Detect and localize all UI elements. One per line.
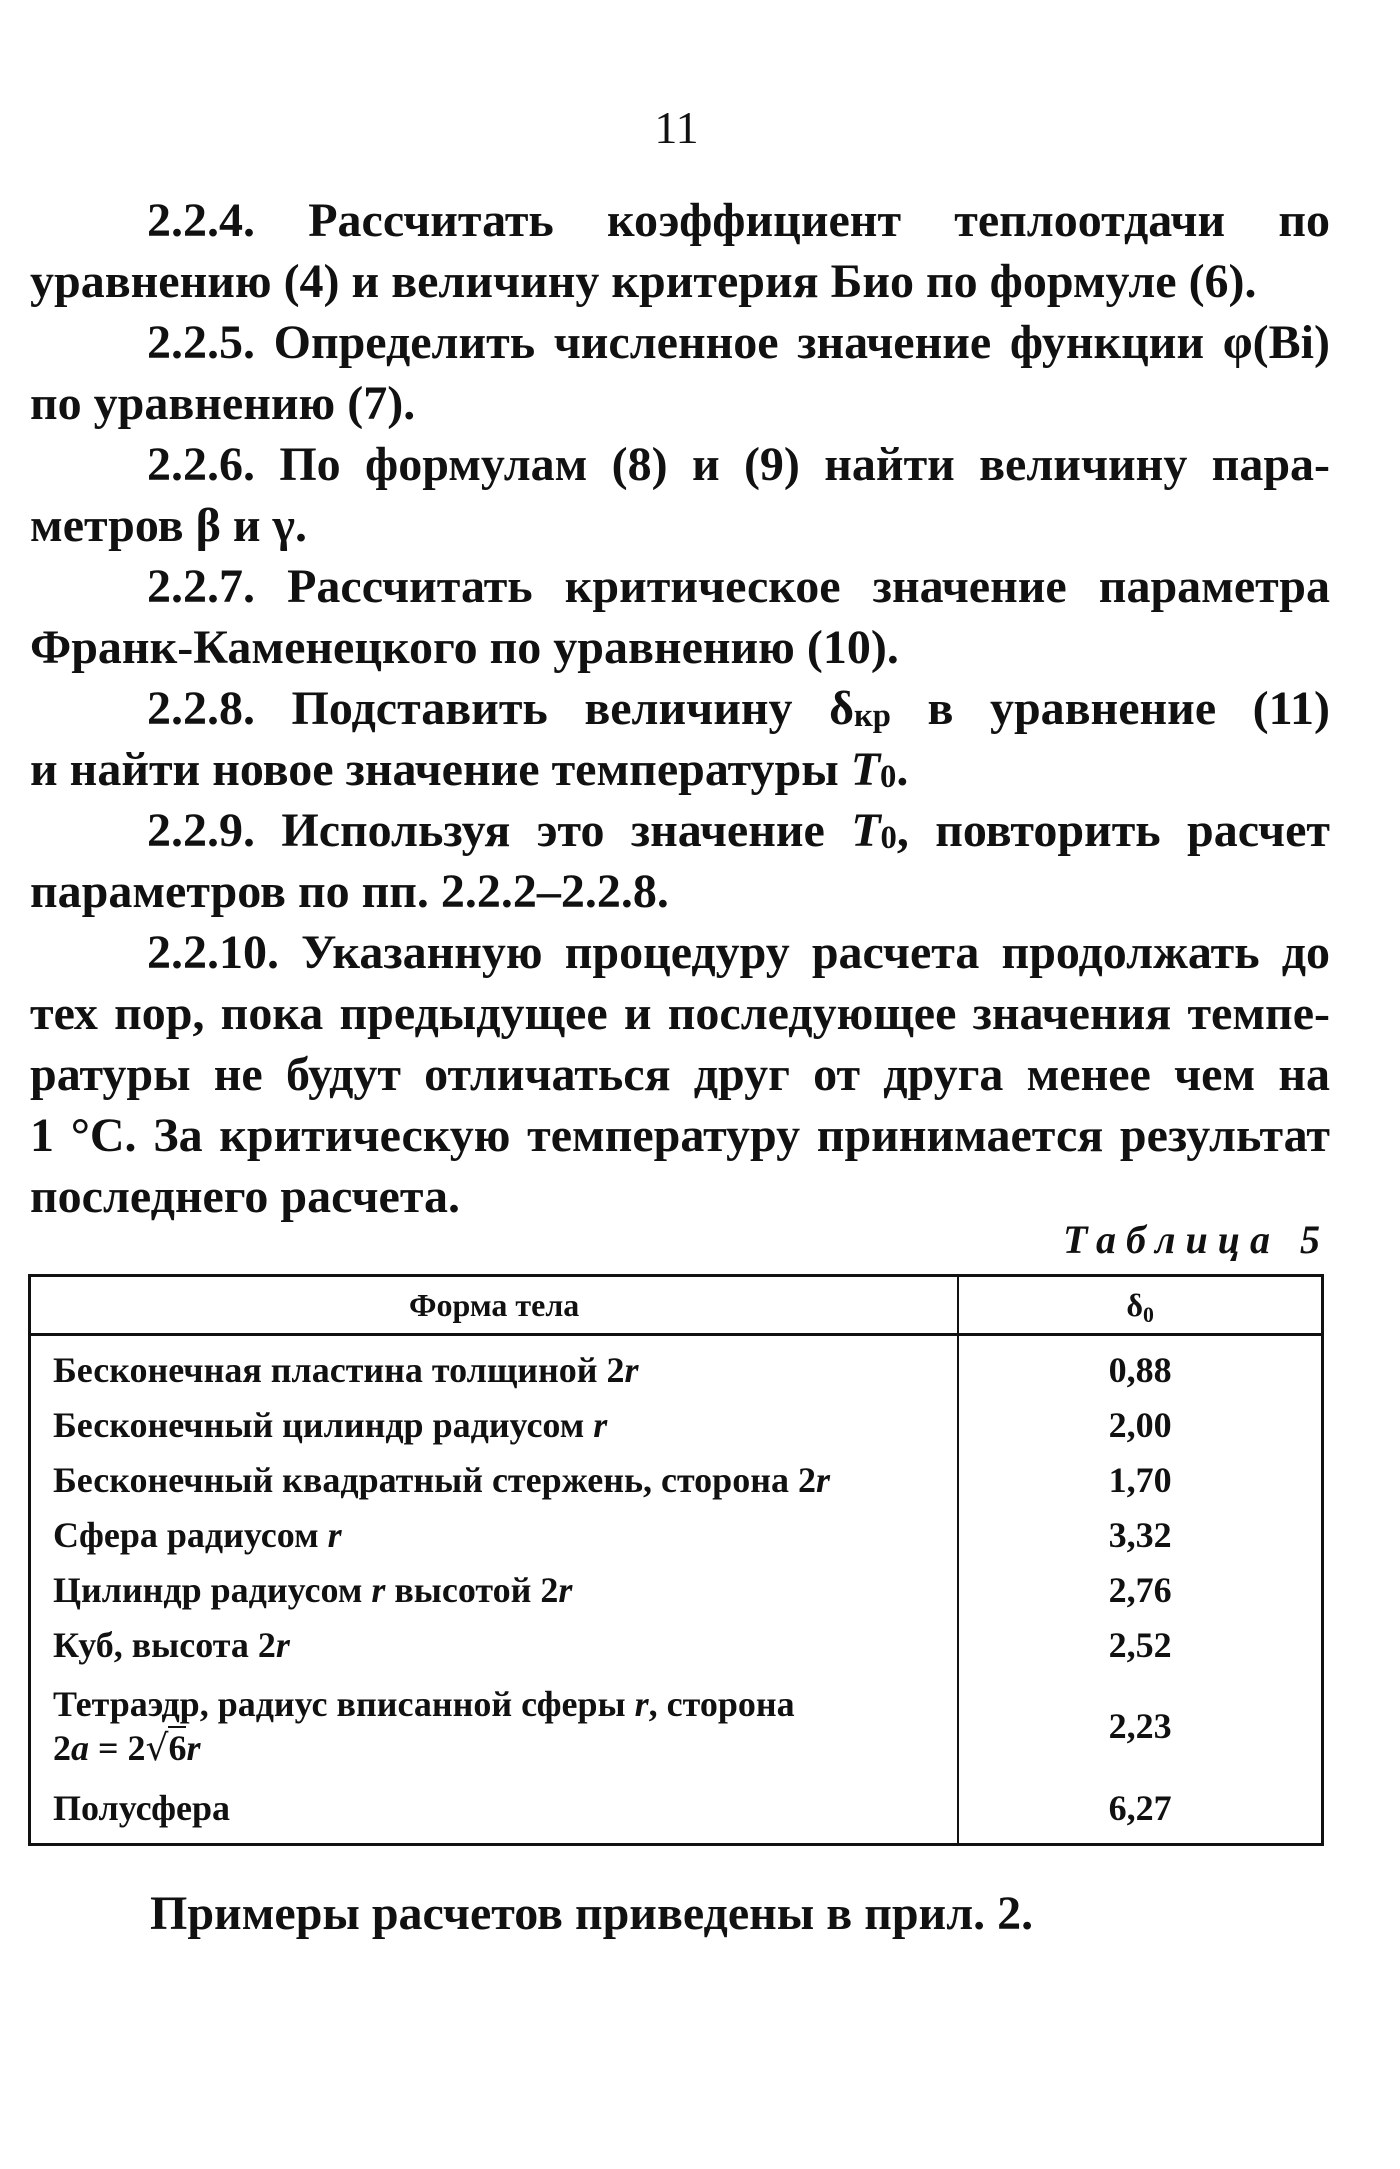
table-cell-value: 2,23 [1108, 1706, 1172, 1746]
table-cell-value: 3,32 [1108, 1514, 1172, 1555]
table-container [28, 1274, 1324, 1846]
paragraph-2-2-9-line-2: параметров по пп. 2.2.2–2.2.8. [30, 865, 669, 918]
table-cell-value: 2,52 [1108, 1624, 1172, 1665]
form-text: Цилиндр радиусом [53, 1569, 372, 1610]
temperature-subscript: 0 [880, 819, 897, 856]
table-cell-form [30, 1335, 959, 1398]
form-text: , сторона [648, 1683, 795, 1724]
table-cell-value: 6,27 [1108, 1787, 1172, 1828]
temperature-variable: T [850, 743, 881, 796]
paragraph-2-2-10-line-1: 2.2.10. Указанную процедуру расчета продолжать до [147, 926, 1330, 979]
table-cell-value: 2,00 [1108, 1404, 1172, 1445]
body-text [30, 190, 1330, 1227]
variable-r: r [815, 1459, 830, 1500]
paragraph-2-2-8-text-b: в уравнение (11) [890, 682, 1331, 735]
paragraph-2-2-10-line-5: последнего расчета. [30, 1170, 460, 1223]
table-row [30, 1672, 1323, 1780]
variable-r: r [186, 1727, 201, 1768]
table-row [30, 1335, 1323, 1398]
paragraph-2-2-8-text-a: 2.2.8. Подставить величину δ [147, 682, 854, 735]
variable-r: r [371, 1569, 386, 1610]
paragraph-2-2-9-text-b: , повторить расчет [896, 804, 1331, 857]
table-cell-form [30, 1397, 959, 1452]
paragraph-2-2-4-line-2: уравнению (4) и величину критерия Био по формуле (6). [30, 255, 1257, 308]
paragraph-2-2-8-text-d: . [896, 743, 909, 796]
table-caption: Таблица 5 [1063, 1217, 1330, 1262]
paragraph-2-2-10-line-4: 1 °C. За критическую температуру принимается результат [30, 1109, 1330, 1162]
table-row [30, 1507, 1323, 1562]
form-text: Куб, высота 2 [53, 1624, 276, 1665]
form-text: Сфера радиусом [53, 1514, 328, 1555]
sqrt-symbol: √ [145, 1727, 169, 1769]
paragraph-2-2-4-line-1: 2.2.4. Рассчитать коэффициент теплоотдачи по [147, 194, 1330, 247]
variable-r: r [558, 1569, 573, 1610]
variable-r: r [624, 1349, 639, 1390]
paragraph-2-2-8-text-c: и найти новое значение температуры [30, 743, 851, 796]
form-text: Бесконечная пластина толщиной 2 [53, 1349, 625, 1390]
table-cell-form [30, 1452, 959, 1507]
table-row [30, 1452, 1323, 1507]
variable-r: r [634, 1683, 649, 1724]
paragraph-2-2-8-line-1 [30, 678, 1330, 739]
page-number: 11 [654, 102, 699, 153]
paragraph-2-2-6-line-1: 2.2.6. По формулам (8) и (9) найти величину пара- [147, 438, 1330, 491]
table-cell-value: 2,76 [1108, 1569, 1172, 1610]
table-cell-form [30, 1672, 959, 1780]
form-text: высотой 2 [385, 1569, 559, 1610]
table-row [30, 1397, 1323, 1452]
paragraph-2-2-5-line-2: по уравнению (7). [30, 377, 416, 430]
delta-symbol: δ [1126, 1286, 1144, 1323]
formula-equals: = 2 [89, 1727, 146, 1768]
table-row [30, 1617, 1323, 1672]
variable-r: r [327, 1514, 342, 1555]
paragraph-2-2-5-line-1: 2.2.5. Определить численное значение функции φ(Bi) [147, 316, 1330, 369]
variable-r: r [593, 1404, 608, 1445]
form-text-line [53, 1682, 957, 1726]
paragraph-2-2-7-line-2: Франк-Каменецкого по уравнению (10). [30, 621, 899, 674]
paragraph-2-2-9-text-a: 2.2.9. Используя это значение [147, 804, 852, 857]
temperature-subscript: 0 [880, 758, 897, 795]
table-header-row [30, 1276, 1323, 1335]
footer-note: Примеры расчетов приведены в прил. 2. [150, 1887, 1034, 1940]
form-text: Тетраэдр, радиус вписанной сферы [53, 1683, 635, 1724]
variable-a: a [71, 1727, 89, 1768]
column-header-form: Форма тела [30, 1276, 959, 1335]
formula-coefficient: 2 [53, 1727, 71, 1768]
paragraph-2-2-9-line-1 [30, 800, 1330, 861]
shape-table [28, 1274, 1324, 1846]
temperature-variable: T [851, 804, 881, 857]
table-row [30, 1780, 1323, 1845]
paragraph-2-2-7-line-1: 2.2.7. Рассчитать критическое значение параметра [147, 560, 1330, 613]
form-text: Полусфера [53, 1787, 231, 1828]
table-cell-form [30, 1507, 959, 1562]
column-header-delta [958, 1276, 1322, 1335]
delta-kr-subscript: кр [853, 697, 891, 734]
variable-r: r [275, 1624, 290, 1665]
paragraph-2-2-8-line-2 [30, 739, 1330, 800]
table-cell-form [30, 1617, 959, 1672]
paragraph-2-2-10-line-3: ратуры не будут отличаться друг от друга менее чем на [30, 1048, 1330, 1101]
form-text: Бесконечный квадратный стержень, сторона 2 [53, 1459, 816, 1500]
form-text: Бесконечный цилиндр радиусом [53, 1404, 594, 1445]
table-cell-form [30, 1562, 959, 1617]
table-cell-value: 0,88 [1108, 1349, 1172, 1390]
table-cell-value: 1,70 [1108, 1459, 1172, 1500]
radicand: 6 [168, 1727, 187, 1768]
table-row [30, 1562, 1323, 1617]
tetrahedron-formula [53, 1726, 957, 1771]
table-cell-form [30, 1780, 959, 1845]
paragraph-2-2-6-line-2: метров β и γ. [30, 499, 307, 552]
delta-subscript: 0 [1143, 1302, 1154, 1327]
paragraph-2-2-10-line-2: тех пор, пока предыдущее и последующее значения темпе- [30, 987, 1330, 1040]
